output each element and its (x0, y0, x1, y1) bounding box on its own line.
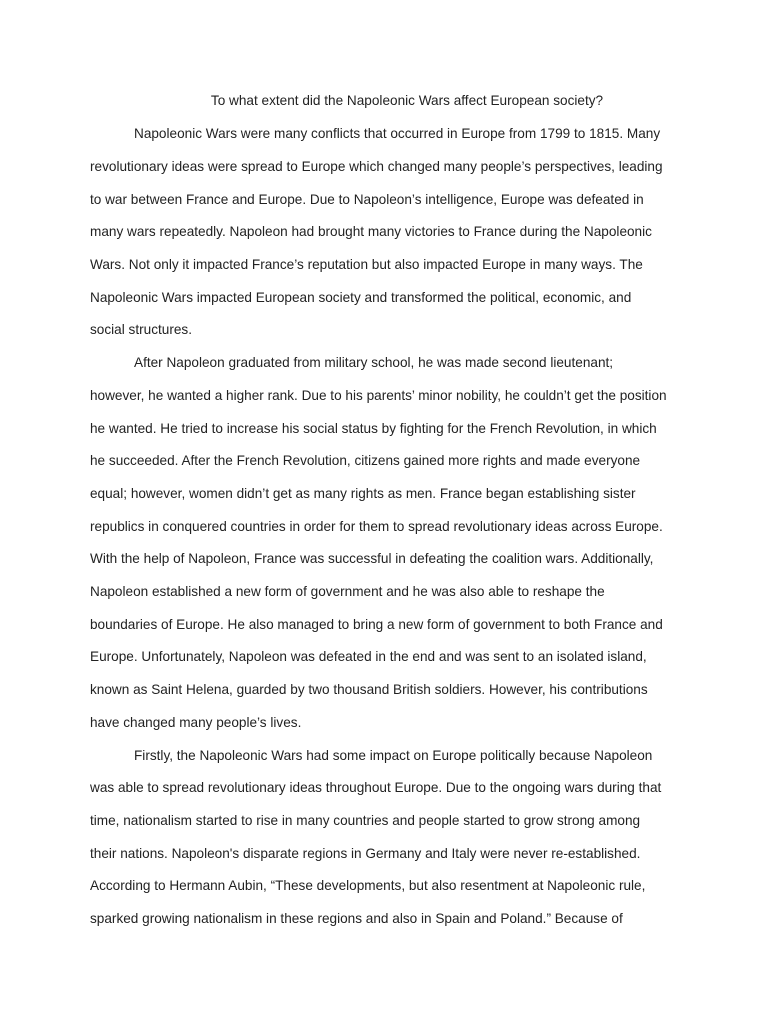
paragraph-line: he wanted. He tried to increase his social status by fighting for the French Revolution, in which (90, 421, 657, 436)
paragraph-line: republics in conquered countries in order for them to spread revolutionary ideas across Europe. (90, 519, 663, 534)
paragraph-line: With the help of Napoleon, France was successful in defeating the coalition wars. Additionally, (90, 551, 654, 566)
paragraph-line: social structures. (90, 322, 192, 337)
paragraph-line: their nations. Napoleon's disparate regions in Germany and Italy were never re-established. (90, 846, 641, 861)
paragraph-line: however, he wanted a higher rank. Due to his parents’ minor nobility, he couldn’t get the position (90, 388, 667, 403)
paragraph-line: equal; however, women didn’t get as many rights as men. France began establishing sister (90, 486, 636, 501)
paragraph-line: he succeeded. After the French Revolution, citizens gained more rights and made everyone (90, 453, 641, 468)
paragraph-line: According to Hermann Aubin, “These developments, but also resentment at Napoleonic rule, (90, 878, 646, 893)
paragraph-line: many wars repeatedly. Napoleon had brought many victories to France during the Napoleonic (90, 224, 652, 239)
paragraph-line: Napoleon established a new form of government and he was also able to reshape the (90, 584, 605, 599)
paragraph-line: have changed many people’s lives. (90, 715, 302, 730)
paragraph-line: to war between France and Europe. Due to Napoleon’s intelligence, Europe was defeated in (90, 192, 644, 207)
paragraph-line: Napoleonic Wars were many conflicts that occurred in Europe from 1799 to 1815. Many (134, 126, 661, 141)
paragraph-line: sparked growing nationalism in these regions and also in Spain and Poland.” Because of (90, 911, 623, 926)
paragraph-line: time, nationalism started to rise in many countries and people started to grow strong among (90, 813, 641, 828)
essay-title: To what extent did the Napoleonic Wars affect European society? (210, 93, 604, 108)
paragraph-line: After Napoleon graduated from military school, he was made second lieutenant; (134, 355, 614, 370)
paragraph-line: boundaries of Europe. He also managed to bring a new form of government to both France and (90, 617, 663, 632)
paragraph-line: Wars. Not only it impacted France’s reputation but also impacted Europe in many ways. The (90, 257, 643, 272)
paragraph-line: known as Saint Helena, guarded by two thousand British soldiers. However, his contributions (90, 682, 648, 697)
paragraph-line: revolutionary ideas were spread to Europe which changed many people’s perspectives, leading (90, 159, 663, 174)
paragraph-line: Napoleonic Wars impacted European society and transformed the political, economic, and (90, 290, 632, 305)
paragraph-line: Firstly, the Napoleonic Wars had some impact on Europe politically because Napoleon (134, 748, 653, 763)
paragraph-line: Europe. Unfortunately, Napoleon was defeated in the end and was sent to an isolated island, (90, 649, 647, 664)
paragraph-line: was able to spread revolutionary ideas throughout Europe. Due to the ongoing wars during that (90, 780, 662, 795)
